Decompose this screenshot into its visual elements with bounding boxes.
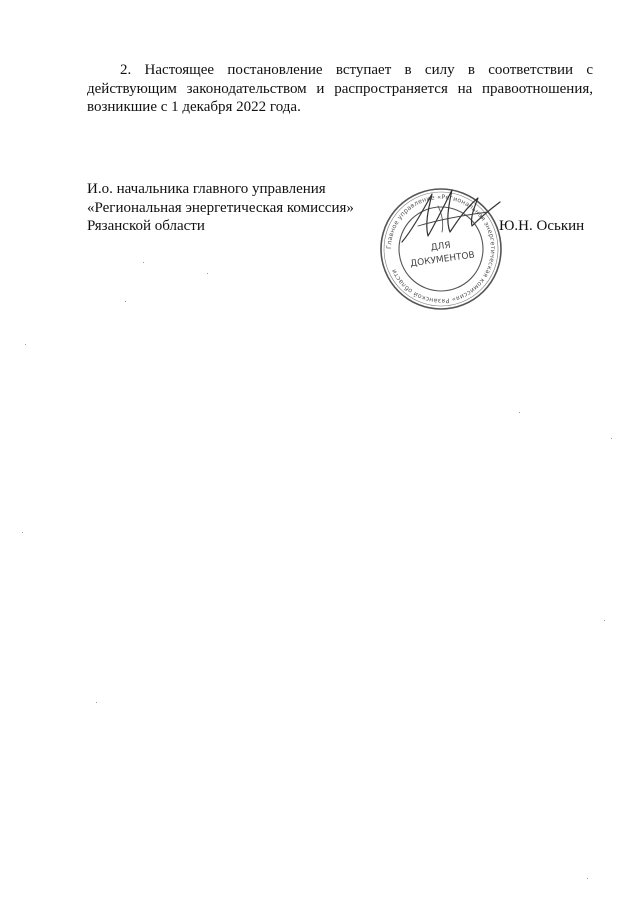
scan-speck [587,878,588,879]
scan-speck [125,301,126,302]
handwritten-signature [398,186,504,248]
scan-speck [611,438,612,439]
scan-speck [604,620,605,621]
scan-speck [96,702,97,703]
scan-speck [207,273,208,274]
scan-speck [519,412,520,413]
seal-center-line-2: ДОКУМЕНТОВ [409,250,476,270]
seal-center-line-1: ДЛЯ [430,240,452,254]
scan-speck [25,344,26,345]
position-line-2: «Региональная энергетическая комиссия» [87,199,354,216]
scan-speck [143,262,144,263]
signer-name: Ю.Н. Оськин [499,218,585,234]
scan-speck [22,532,23,533]
position-line-3: Рязанской области [87,218,205,234]
signature-position-block [87,180,354,236]
paragraph-item-2: 2. Настоящее постановление вступает в силу в соответствии с действующим законодательством и распространяется на правоотношения, возникшие с 1 декабря 2022 года. [87,62,593,115]
seal-ring-text: Главное управление «Региональная энергетическая комиссия» Рязанской области [385,193,497,305]
position-line-1: И.о. начальника главного управления [87,181,326,197]
